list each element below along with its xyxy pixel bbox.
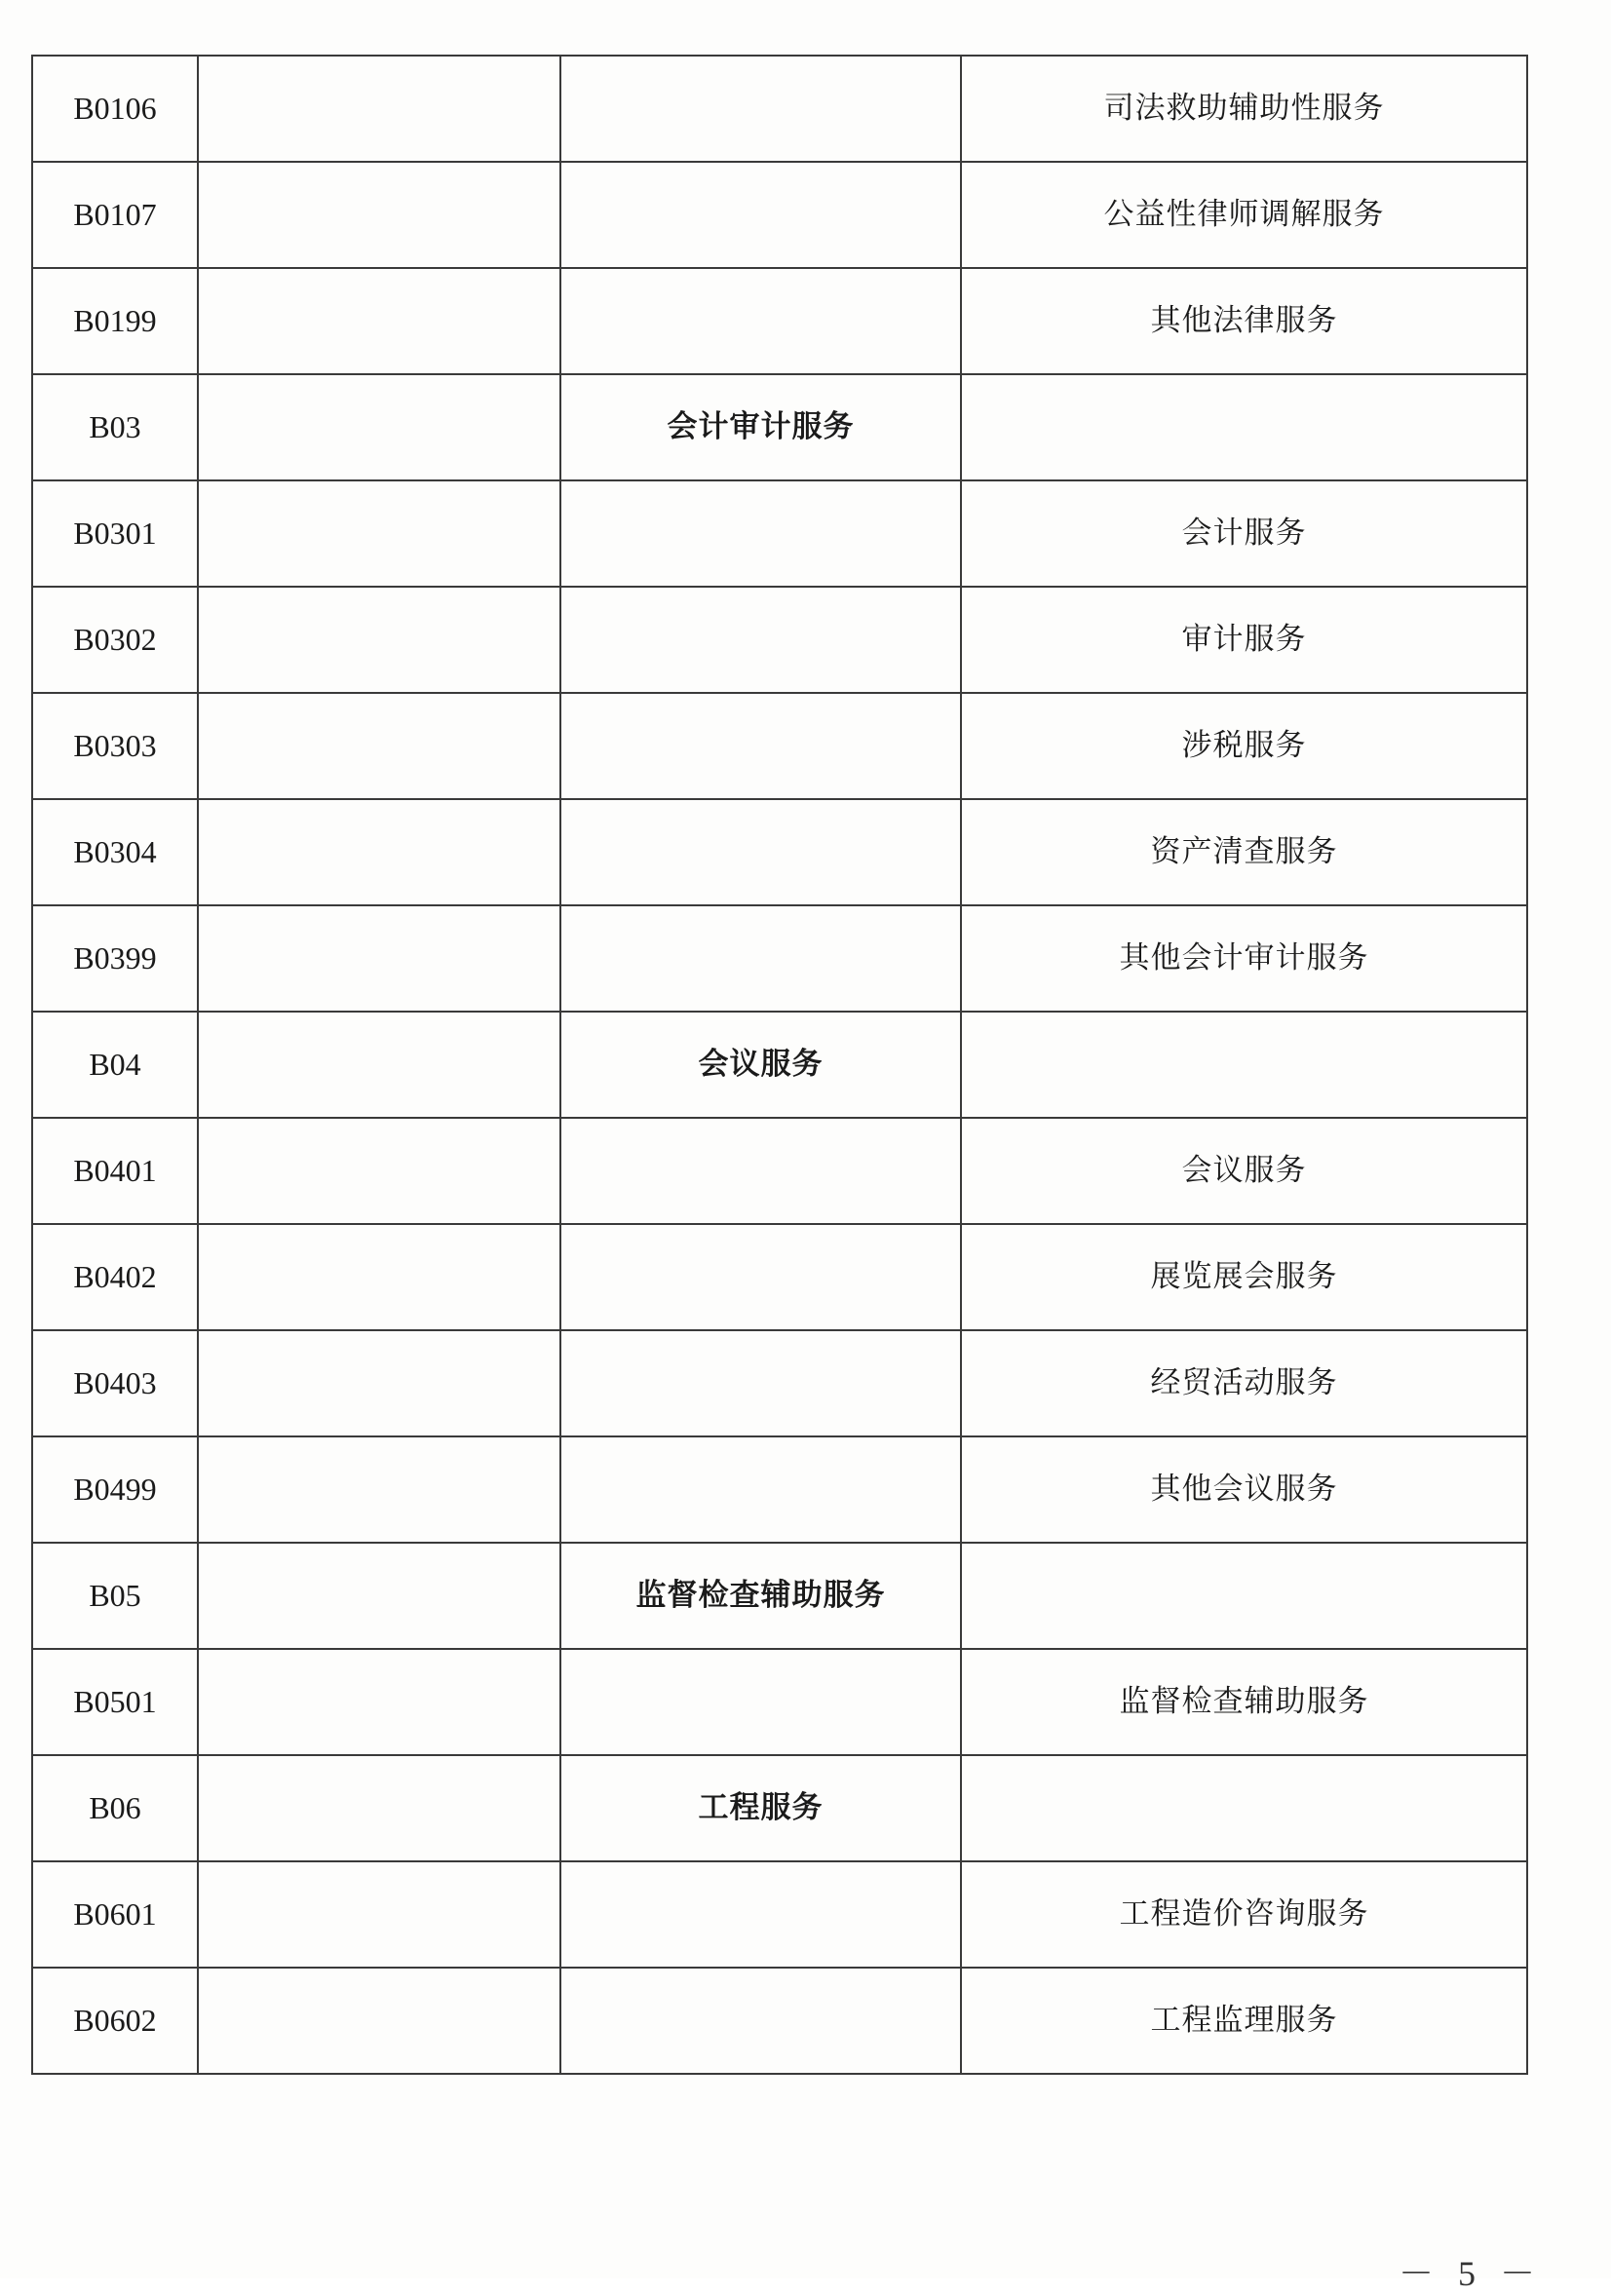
table-row bbox=[32, 1436, 1527, 1543]
category-level-1-cell bbox=[198, 162, 560, 268]
code-cell: B0106 bbox=[32, 56, 198, 162]
category-level-3-cell: 监督检查辅助服务 bbox=[961, 1649, 1527, 1755]
table-row bbox=[32, 1118, 1527, 1224]
code-cell: B0302 bbox=[32, 587, 198, 693]
page-number: － 5 － bbox=[1398, 2254, 1543, 2293]
table-row bbox=[32, 1224, 1527, 1330]
category-level-1-cell bbox=[198, 374, 560, 480]
category-level-1-cell bbox=[198, 1012, 560, 1118]
category-level-2-cell bbox=[560, 56, 961, 162]
category-level-3-cell: 审计服务 bbox=[961, 587, 1527, 693]
category-level-3-cell bbox=[961, 374, 1527, 480]
category-level-3-cell: 司法救助辅助性服务 bbox=[961, 56, 1527, 162]
table-row bbox=[32, 1543, 1527, 1649]
category-level-2-cell: 会计审计服务 bbox=[560, 374, 961, 480]
category-level-1-cell bbox=[198, 587, 560, 693]
table-row bbox=[32, 1861, 1527, 1968]
category-level-2-cell bbox=[560, 480, 961, 587]
category-level-1-cell bbox=[198, 1755, 560, 1861]
category-level-2-cell bbox=[560, 1649, 961, 1755]
category-level-2-cell bbox=[560, 162, 961, 268]
table-row bbox=[32, 480, 1527, 587]
code-cell: B0501 bbox=[32, 1649, 198, 1755]
category-level-3-cell: 其他会议服务 bbox=[961, 1436, 1527, 1543]
category-level-1-cell bbox=[198, 480, 560, 587]
code-cell: B0402 bbox=[32, 1224, 198, 1330]
category-level-2-cell bbox=[560, 1224, 961, 1330]
category-level-1-cell bbox=[198, 1330, 560, 1436]
code-cell: B0199 bbox=[32, 268, 198, 374]
code-cell: B0401 bbox=[32, 1118, 198, 1224]
category-level-2-cell: 监督检查辅助服务 bbox=[560, 1543, 961, 1649]
category-level-2-cell bbox=[560, 1968, 961, 2074]
category-level-3-cell: 展览展会服务 bbox=[961, 1224, 1527, 1330]
code-cell: B06 bbox=[32, 1755, 198, 1861]
table-row bbox=[32, 268, 1527, 374]
code-cell: B0107 bbox=[32, 162, 198, 268]
category-level-2-cell: 会议服务 bbox=[560, 1012, 961, 1118]
category-level-1-cell bbox=[198, 56, 560, 162]
table-row bbox=[32, 587, 1527, 693]
category-level-1-cell bbox=[198, 1543, 560, 1649]
category-level-2-cell bbox=[560, 905, 961, 1012]
category-level-3-cell: 工程监理服务 bbox=[961, 1968, 1527, 2074]
category-level-1-cell bbox=[198, 268, 560, 374]
category-level-3-cell: 会计服务 bbox=[961, 480, 1527, 587]
category-level-3-cell: 经贸活动服务 bbox=[961, 1330, 1527, 1436]
category-level-2-cell bbox=[560, 693, 961, 799]
code-cell: B0499 bbox=[32, 1436, 198, 1543]
code-cell: B0303 bbox=[32, 693, 198, 799]
category-level-2-cell bbox=[560, 1861, 961, 1968]
category-level-3-cell bbox=[961, 1012, 1527, 1118]
service-catalog-table bbox=[31, 55, 1528, 2075]
code-cell: B0399 bbox=[32, 905, 198, 1012]
table-row bbox=[32, 905, 1527, 1012]
category-level-2-cell bbox=[560, 1118, 961, 1224]
category-level-3-cell bbox=[961, 1755, 1527, 1861]
category-level-3-cell: 工程造价咨询服务 bbox=[961, 1861, 1527, 1968]
category-level-3-cell: 会议服务 bbox=[961, 1118, 1527, 1224]
code-cell: B03 bbox=[32, 374, 198, 480]
category-level-2-cell bbox=[560, 799, 961, 905]
category-level-1-cell bbox=[198, 1861, 560, 1968]
category-level-2-cell: 工程服务 bbox=[560, 1755, 961, 1861]
category-level-2-cell bbox=[560, 587, 961, 693]
category-level-2-cell bbox=[560, 1436, 961, 1543]
category-level-1-cell bbox=[198, 1224, 560, 1330]
category-level-3-cell: 资产清查服务 bbox=[961, 799, 1527, 905]
code-cell: B0601 bbox=[32, 1861, 198, 1968]
category-level-1-cell bbox=[198, 693, 560, 799]
category-level-1-cell bbox=[198, 1436, 560, 1543]
category-level-1-cell bbox=[198, 1649, 560, 1755]
table-row bbox=[32, 1012, 1527, 1118]
category-level-2-cell bbox=[560, 268, 961, 374]
code-cell: B05 bbox=[32, 1543, 198, 1649]
category-level-1-cell bbox=[198, 1968, 560, 2074]
table-row bbox=[32, 1755, 1527, 1861]
table-row bbox=[32, 693, 1527, 799]
category-level-3-cell: 其他法律服务 bbox=[961, 268, 1527, 374]
table-body bbox=[32, 56, 1527, 2074]
code-cell: B0301 bbox=[32, 480, 198, 587]
table-row bbox=[32, 1649, 1527, 1755]
category-level-3-cell: 涉税服务 bbox=[961, 693, 1527, 799]
table-row bbox=[32, 374, 1527, 480]
code-cell: B0403 bbox=[32, 1330, 198, 1436]
table-row bbox=[32, 1330, 1527, 1436]
category-level-2-cell bbox=[560, 1330, 961, 1436]
category-level-3-cell: 其他会计审计服务 bbox=[961, 905, 1527, 1012]
table-row bbox=[32, 799, 1527, 905]
table-row bbox=[32, 1968, 1527, 2074]
category-level-3-cell: 公益性律师调解服务 bbox=[961, 162, 1527, 268]
code-cell: B04 bbox=[32, 1012, 198, 1118]
code-cell: B0304 bbox=[32, 799, 198, 905]
category-level-1-cell bbox=[198, 1118, 560, 1224]
table-row bbox=[32, 56, 1527, 162]
code-cell: B0602 bbox=[32, 1968, 198, 2074]
category-level-1-cell bbox=[198, 905, 560, 1012]
table-row bbox=[32, 162, 1527, 268]
category-level-1-cell bbox=[198, 799, 560, 905]
category-level-3-cell bbox=[961, 1543, 1527, 1649]
